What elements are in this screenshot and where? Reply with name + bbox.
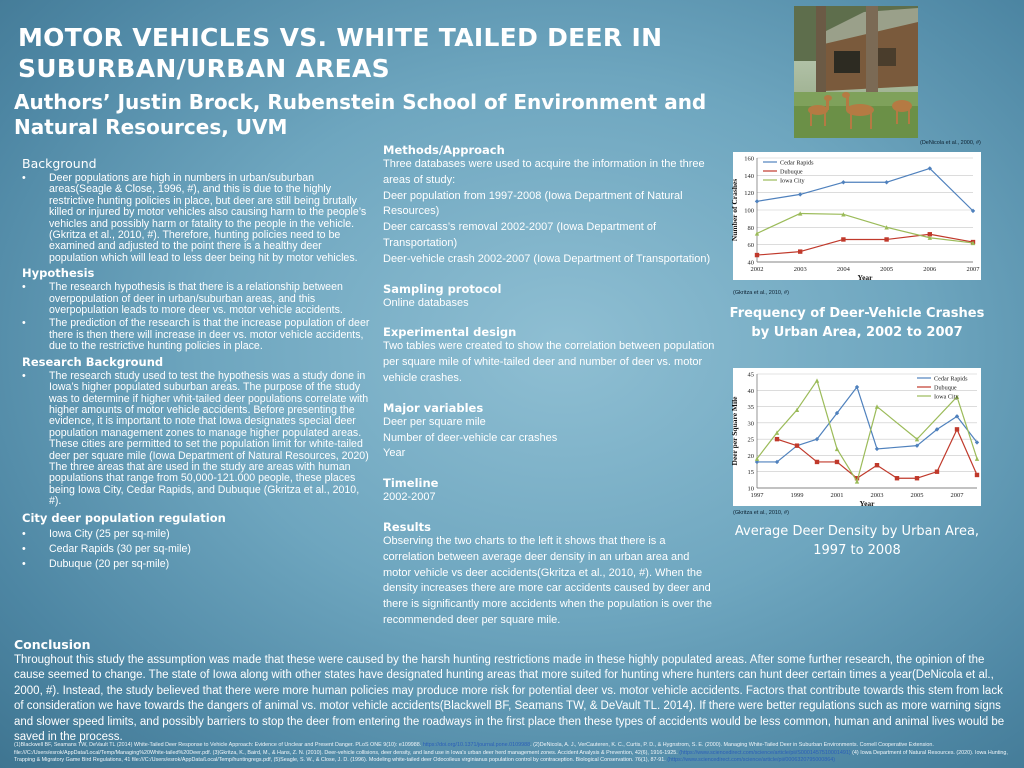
series-line [843,214,886,227]
timeline-heading: Timeline [383,476,439,491]
variable-item: Deer per square mile [383,415,486,428]
series-line [757,252,800,255]
series-line [837,387,857,413]
data-point [884,237,888,241]
references [14,742,1010,765]
series-line [837,449,857,482]
list-item: • Cedar Rapids (30 per sq-mile) [22,544,372,555]
data-point [884,180,888,184]
chart1-citation: (Gkritza et al., 2010, #) [733,290,789,296]
series-line [917,472,937,479]
reference-text: (4) Iowa Department of Natural Resources. (2020). Iowa Hunting, [850,749,1008,756]
data-point [975,456,979,460]
crashes-chart [730,152,981,282]
list-item: • The prediction of the research is that the increase population of deer there is then there will increase in deer vs. motor vehicle accidents, due to the restrictive hunting policies in place. [22,318,372,352]
data-point [775,437,779,441]
data-point [975,473,979,477]
list-item: • The research hypothesis is that there is a relationship between overpopulation of deer in urban/suburban areas, and this overpopulation leads to more deer vs. motor vehicle accidents. [22,282,372,316]
conclusion-body: Throughout this study the assumption was made that these were caused by the harsh hunting restrictions made in these highly populated areas. After some further research, the opinion of the cause seemed to change. The state of Iowa along with other states have designated hunting areas that more suited for hunting where hunters can hunt deer certain times a year(DeNicola et al., 2000, #). Instead, the study believed that there were more human policies may produce more risk for potential deer vs. motor vehicle accidents. Factors that contribute towards this stem from lack of consideration we have towards the dangers of animal vs. motor vehicle accidents(Blackwell BF, Seamans TW, & DeVault TL. 2014). If there were better regulations such as more warning signs and slower speed limits, and possibly barriers to stop the deer from entering the roadways in the first place then these types of accidents would be less common, human and animal lives would be saved in the process. [14,654,1005,744]
results-heading: Results [383,519,431,534]
methods-heading: Methods/Approach [383,143,505,157]
data-point [795,443,799,447]
y-tick-label: 80 [747,224,754,232]
series-line [800,239,843,251]
y-tick-label: 60 [747,242,754,250]
series-line [917,397,957,439]
photo-citation: (DeNicola et al., 2000, #) [920,140,981,146]
legend-label: Cedar Rapids [934,375,968,383]
x-tick-label: 1997 [750,492,764,499]
reference-link[interactable]: (https://www.sciencedirect.com/science/article/pii/S0001457510001491) [679,749,851,756]
hypothesis-heading: Hypothesis [22,266,95,281]
poster-title: MOTOR VEHICLES VS. WHITE TAILED DEER IN SUBURBAN/URBAN AREAS [18,23,663,83]
y-tick-label: 25 [747,436,754,444]
data-point [798,249,802,253]
x-tick-label: 2004 [836,266,850,273]
series-line [917,429,937,445]
research-background-list [22,371,372,508]
x-tick-label: 2001 [830,492,844,499]
legend-label: Iowa City [780,177,805,185]
reference-text: file:///C:/Users/esrok/AppData/Local/Temp/Managing%20White-tailed%20Deer.pdf. (3)Gkritza, K., Baird, M., & Hans, Z. N. (2010). Deer-vehicle collisions, deer density, and land use in Iowa's urban deer herd management zones. Accident Analysis & Prevention, 42(6), 1916-1925. [14,749,678,756]
series-line [797,446,817,462]
left-column [22,156,372,575]
chart1-caption: Frequency of Deer-Vehicle Crashes by Urban Area, 2002 to 2007 [729,306,985,340]
density-chart-svg [730,368,981,508]
variable-item: Number of deer-vehicle car crashes [383,431,558,444]
chart2-caption: Average Deer Density by Urban Area, 1997 to 2008 [734,524,980,558]
list-item: • The research study used to test the hypothesis was a study done in Iowa’s higher populated suburban areas. The purpose of the study was to determine if higher whit-tailed deer populations correlate with higher amounts of motor vehicle accidents. Before presenting the evidence, it is important to note that Iowa designates special deer population management zones to manage higher populated areas. These cities are permitted to set the population limit for white-tailed deer per square mile (Iowa Department of Natural Resources, 2020) The three areas that are used in the study are areas with human populations that range from 50,000-121.000 people, these places being Iowa City, Cedar Rapids, and Dubuque (Gkritza et al., 2010, #). [22,371,372,508]
series-line [777,446,797,462]
crashes-chart-svg [730,152,981,282]
x-axis-label: Year [859,499,875,508]
deer-photo [794,6,918,138]
legend-label: Dubuque [934,384,957,392]
legend-label: Cedar Rapids [780,159,814,167]
x-tick-label: 2005 [880,266,894,273]
design-heading: Experimental design [383,325,517,340]
conclusion-heading: Conclusion [14,637,91,652]
methods-line: Deer-vehicle crash 2002-2007 (Iowa Department of Transportation) [383,252,711,265]
legend-label: Dubuque [780,168,803,176]
data-point [755,199,759,203]
x-tick-label: 2005 [910,492,924,499]
sampling-heading: Sampling protocol [383,281,502,296]
density-chart [730,368,981,508]
list-item: • Dubuque (20 per sq-mile) [22,559,372,570]
series-line [817,381,837,449]
data-point [875,463,879,467]
reference-text: Trapping & Migratory Game Bird Regulations, 41 file:///C:/Users/esrok/AppData/Local/Temp/huntingregs.pdf, (5)Seagle, S. W., & Close, J. D. (1996). Modeling white-tailed deer Odocoileus virginianus population control by contraception. Biological Conservation. 76(1), 87-91. [14,757,666,764]
reference-text: . (2)DeNicola, A. J., VerCauteren, K. C., Curtis, P. D., & Hygnstrom, S. E. (2000). Managing White-Tailed Deer in Suburban Environments. Cornell Cooperative Extension. [530,742,934,748]
variable-item: Year [383,447,406,460]
x-tick-label: 2007 [966,266,980,273]
series-line [800,213,843,214]
reference-link[interactable]: https://doi.org/10.1371/journal.pone.0109988 [422,742,531,748]
series-line [937,429,957,471]
data-point [835,447,839,451]
data-point [815,378,819,382]
legend-label: Iowa City [934,393,959,401]
series-line [957,429,977,475]
reference-text: (1)Blackwell BF, Seamans TW, DeVault TL (2014) White-Tailed Deer Response to Vehicle Approach: Evidence of Unclear and Present Danger. PLoS ONE 9(10): e109988. [14,742,422,748]
y-tick-label: 45 [747,371,754,379]
series-line [777,410,797,433]
series-line [930,168,973,210]
middle-column [383,143,718,629]
x-axis-label: Year [857,273,873,282]
x-tick-label: 1999 [790,492,804,499]
y-tick-label: 30 [747,420,754,428]
data-point [955,427,959,431]
sampling-body: Online databases [383,296,469,309]
data-point [841,237,845,241]
data-point [875,447,879,451]
timeline-body: 2002-2007 [383,491,436,504]
methods-line: Deer population from 1997-2008 (Iowa Department of Natural Resources) [383,189,683,218]
chart2-citation: (Gkritza et al., 2010, #) [733,510,789,516]
x-tick-label: 2007 [950,492,964,499]
y-tick-label: 40 [747,387,754,395]
series-line [877,446,917,449]
regulation-heading: City deer population regulation [22,510,226,525]
x-tick-label: 2006 [923,266,937,273]
x-tick-label: 2003 [793,266,807,273]
list-item: • Deer populations are high in numbers in urban/suburban areas(Seagle & Close, 1996, #), and this is due to the highly restrictive hunting policies in place, but deer are still being brutally killed or injured by motor vehicles also causing harm to the people’s vehicles and possibly harm or fatality to the people in the vehicle. (Gkritza et al., 2010, #). Therefore, hunting policies need to be examined and adjusted to the point there is a healthy deer population which will lead to less deer being hit by motor vehicles. [22,173,372,264]
y-tick-label: 35 [747,404,754,412]
y-tick-label: 120 [744,190,754,198]
y-axis-label: Deer per Square Mile [730,396,739,466]
series-line [797,439,817,446]
variables-heading: Major variables [383,400,484,415]
reference-link[interactable]: (https://www.sciencedirect.com/science/article/pii/0006320795000864) [667,757,836,764]
x-tick-label: 2003 [870,492,884,499]
series-line [777,439,797,446]
list-item: • Iowa City (25 per sq-mile) [22,529,372,540]
series-line [757,213,800,233]
conclusion-section [14,637,1010,745]
background-list [22,173,372,264]
series-line [757,194,800,201]
y-tick-label: 140 [744,172,754,180]
y-tick-label: 10 [747,485,754,493]
poster-authors: Authors’ Justin Brock, Rubenstein School of Environment and Natural Resources, UVM [14,90,707,139]
data-point [841,180,845,184]
series-line [817,413,837,439]
series-line [887,227,930,237]
methods-body: Three databases were used to acquire the information in the three areas of study: [383,158,705,186]
data-point [895,476,899,480]
methods-line: Deer carcass’s removal 2002-2007 (Iowa Department of Transportation) [383,221,657,249]
y-tick-label: 20 [747,452,754,460]
data-point [915,476,919,480]
series-line [957,397,977,459]
design-body: Two tables were created to show the correlation between population per square mile of white-tailed deer and number of deer vs. motor vehicle crashes. [383,340,715,384]
y-tick-label: 15 [747,469,754,477]
x-tick-label: 2002 [750,266,764,273]
data-point [835,460,839,464]
data-point [755,253,759,257]
regulation-list [22,529,372,571]
series-line [887,234,930,239]
background-heading: Background [22,156,97,171]
y-axis-label: Number of Crashes [730,178,739,242]
data-point [755,231,759,235]
y-tick-label: 40 [747,259,754,267]
deer-photo-image [794,6,918,138]
data-point [935,470,939,474]
y-tick-label: 160 [744,155,754,163]
research-background-heading: Research Background [22,354,164,369]
y-tick-label: 100 [744,207,754,215]
results-body: Observing the two charts to the left it shows that there is a correlation between average deer density in an urban area and motor vehicle vs deer accidents(Gkritza et al., 2010, #). When the density increases there are more car accidents caused by deer and there is significantly more accidents when the population is over the recommended deer per square mile. [383,534,712,626]
data-point [815,460,819,464]
hypothesis-list [22,282,372,352]
series-line [757,433,777,459]
series-line [797,381,817,410]
